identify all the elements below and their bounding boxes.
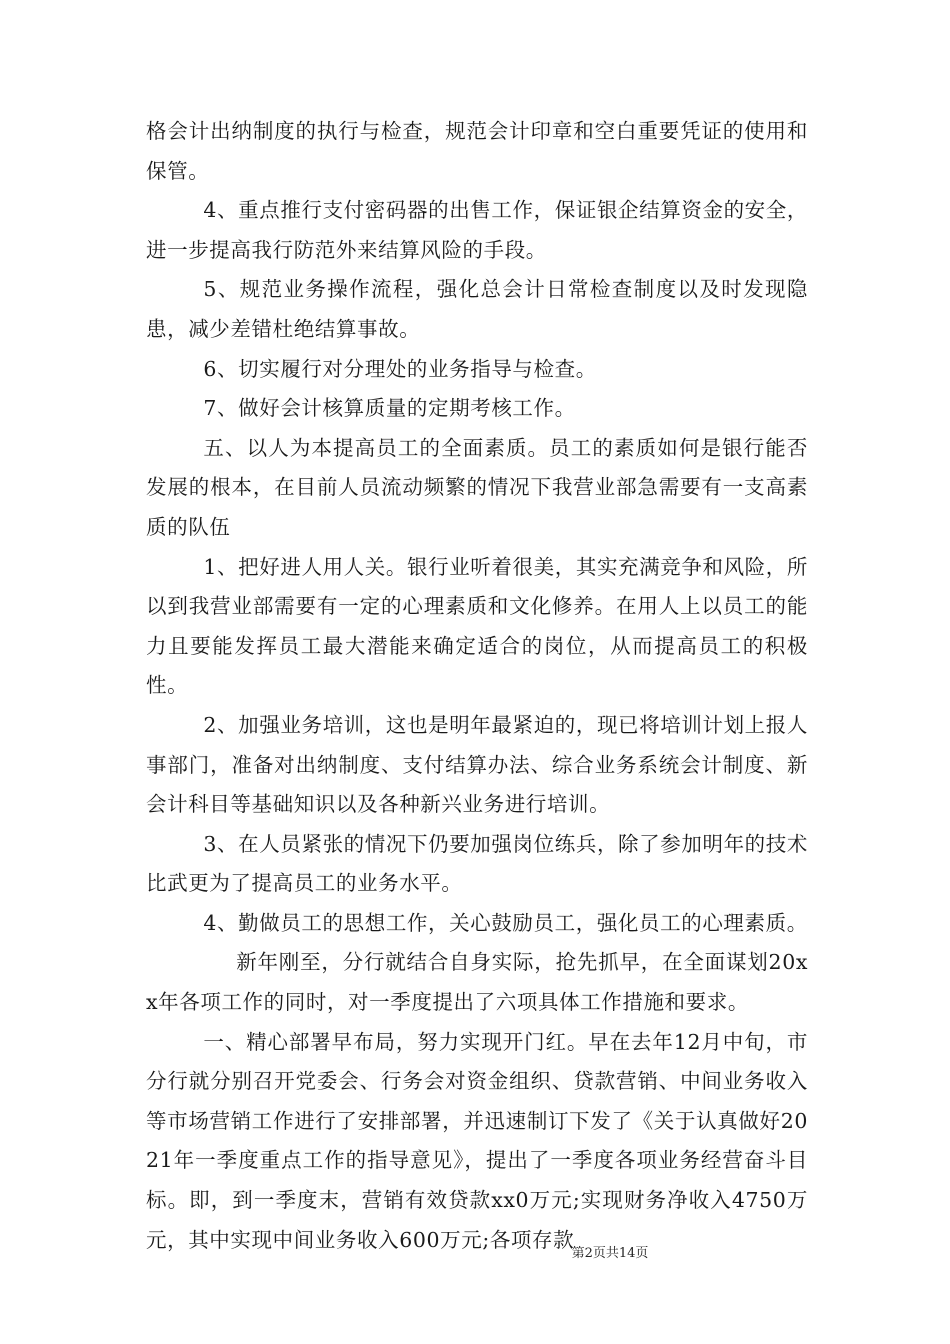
paragraph-item-7-assessment: 7、做好会计核算质量的定期考核工作。 — [203, 396, 576, 421]
paragraph-section-5-heading: 五、以人为本提高员工的全面素质。员工的素质如何是银行能否发展的根本，在目前人员流动频繁的情况下我营业部急需要有一支高素质的队伍 — [146, 435, 808, 539]
paragraph-new-year-intro: 新年刚至，分行就结合自身实际，抢先抓早，在全面谋划20xx年各项工作的同时，对一季度提出了六项具体工作措施和要求。 — [146, 950, 808, 1015]
paragraph-item-2-training: 2、加强业务培训，这也是明年最紧迫的，现已将培训计划上报人事部门，准备对出纳制度、支付结算办法、综合业务系统会计制度、新会计科目等基础知识以及各种新兴业务进行培训。 — [146, 712, 808, 817]
paragraph-item-4-payment-device: 4、重点推行支付密码器的出售工作，保证银企结算资金的安全，进一步提高我行防范外来结算风险的手段。 — [146, 198, 808, 262]
paragraph-item-1-hiring: 1、把好进人用人关。银行业听着很美，其实充满竞争和风险，所以到我营业部需要有一定的心理素质和文化修养。在用人上以员工的能力且要能发挥员工最大潜能来确定适合的岗位，从而提高员工的积极性。 — [146, 554, 808, 698]
paragraph-item-4-morale: 4、勤做员工的思想工作，关心鼓励员工，强化员工的心理素质。 — [203, 910, 808, 935]
paragraph-item-6-guidance: 6、切实履行对分理处的业务指导与检查。 — [203, 356, 597, 381]
page-footer — [0, 1242, 950, 1261]
document-body — [146, 112, 808, 1260]
paragraph-item-5-process: 5、规范业务操作流程，强化总会计日常检查制度以及时发现隐患，减少差错杜绝结算事故。 — [146, 277, 808, 341]
paragraph-section-1-deployment: 一、精心部署早布局，努力实现开门红。早在去年12月中旬，市分行就分别召开党委会、行务会对资金组织、贷款营销、中间业务收入等市场营销工作进行了安排部署，并迅速制订下发了《关于认真做好2021年一季度重点工作的指导意见》，提出了一季度各项业务经营奋斗目标。即，到一季度末，营销有效贷款xx0万元;实现财务净收入4750万元，其中实现中间业务收入600万元;各项存款 — [146, 1029, 808, 1252]
paragraph-item-3-practice: 3、在人员紧张的情况下仍要加强岗位练兵，除了参加明年的技术比武更为了提高员工的业务水平。 — [146, 831, 808, 896]
page-number: 第2页共14页 — [571, 1246, 649, 1261]
paragraph-continuation: 格会计出纳制度的执行与检查，规范会计印章和空白重要凭证的使用和保管。 — [146, 119, 808, 183]
